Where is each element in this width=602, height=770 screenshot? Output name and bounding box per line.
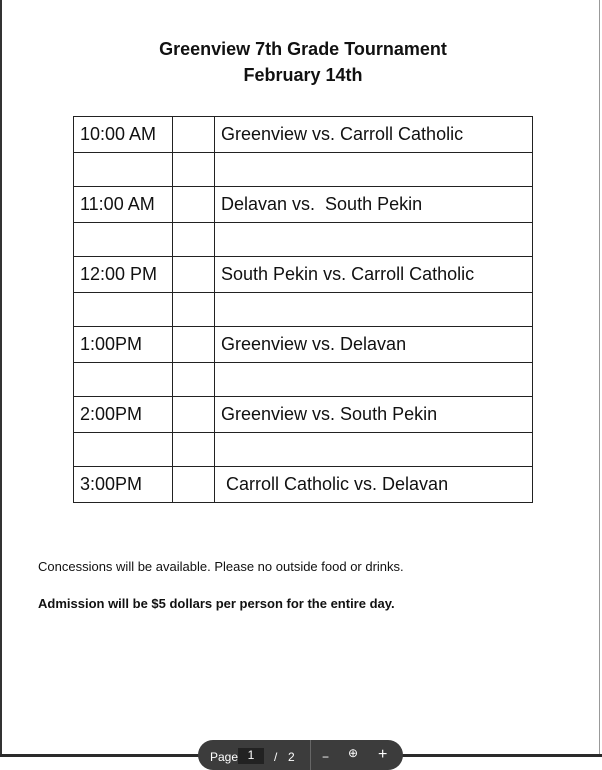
schedule-row [74,117,533,153]
divider [310,740,311,770]
zoom-out-button[interactable]: − [322,750,330,764]
page-label: Page [210,750,239,764]
concessions-note: Concessions will be available. Please no outside food or drinks. [38,559,404,574]
empty-cell [173,293,215,327]
spacer-row [74,433,533,467]
empty-cell [173,257,215,293]
empty-cell [173,187,215,223]
spacer-row [74,293,533,327]
empty-cell [74,223,173,257]
schedule-table [73,116,533,503]
time-cell: 3:00PM [74,467,173,503]
time-cell: 11:00 AM [74,187,173,223]
game-cell: Greenview vs. Carroll Catholic [215,117,533,153]
empty-cell [74,363,173,397]
empty-cell [215,223,533,257]
empty-cell [173,117,215,153]
schedule-row [74,187,533,223]
pdf-toolbar [198,740,403,770]
document-title: Greenview 7th Grade Tournament [159,39,447,59]
empty-cell [173,223,215,257]
game-cell: South Pekin vs. Carroll Catholic [215,257,533,293]
time-cell: 10:00 AM [74,117,173,153]
game-cell: Delavan vs. South Pekin [215,187,533,223]
admission-note: Admission will be $5 dollars per person for the entire day. [38,596,395,611]
time-cell: 2:00PM [74,397,173,433]
page-input[interactable]: 1 [238,748,264,764]
zoom-fit-icon[interactable]: ⊕ [348,746,359,760]
empty-cell [173,467,215,503]
zoom-in-button[interactable]: + [378,746,388,763]
schedule-row [74,467,533,503]
schedule-row [74,397,533,433]
empty-cell [173,153,215,187]
empty-cell [74,433,173,467]
document-date: February 14th [243,65,363,85]
empty-cell [173,327,215,363]
schedule-row [74,327,533,363]
empty-cell [215,433,533,467]
empty-cell [173,433,215,467]
empty-cell [215,363,533,397]
spacer-row [74,363,533,397]
spacer-row [74,153,533,187]
empty-cell [173,363,215,397]
game-cell: Greenview vs. Delavan [215,327,533,363]
empty-cell [173,397,215,433]
time-cell: 1:00PM [74,327,173,363]
spacer-row [74,223,533,257]
empty-cell [74,153,173,187]
page-separator: / [274,750,278,764]
time-cell: 12:00 PM [74,257,173,293]
game-cell: Greenview vs. South Pekin [215,397,533,433]
page-total: 2 [288,750,295,764]
empty-cell [215,153,533,187]
empty-cell [74,293,173,327]
game-cell: Carroll Catholic vs. Delavan [215,467,533,503]
empty-cell [215,293,533,327]
schedule-row [74,257,533,293]
